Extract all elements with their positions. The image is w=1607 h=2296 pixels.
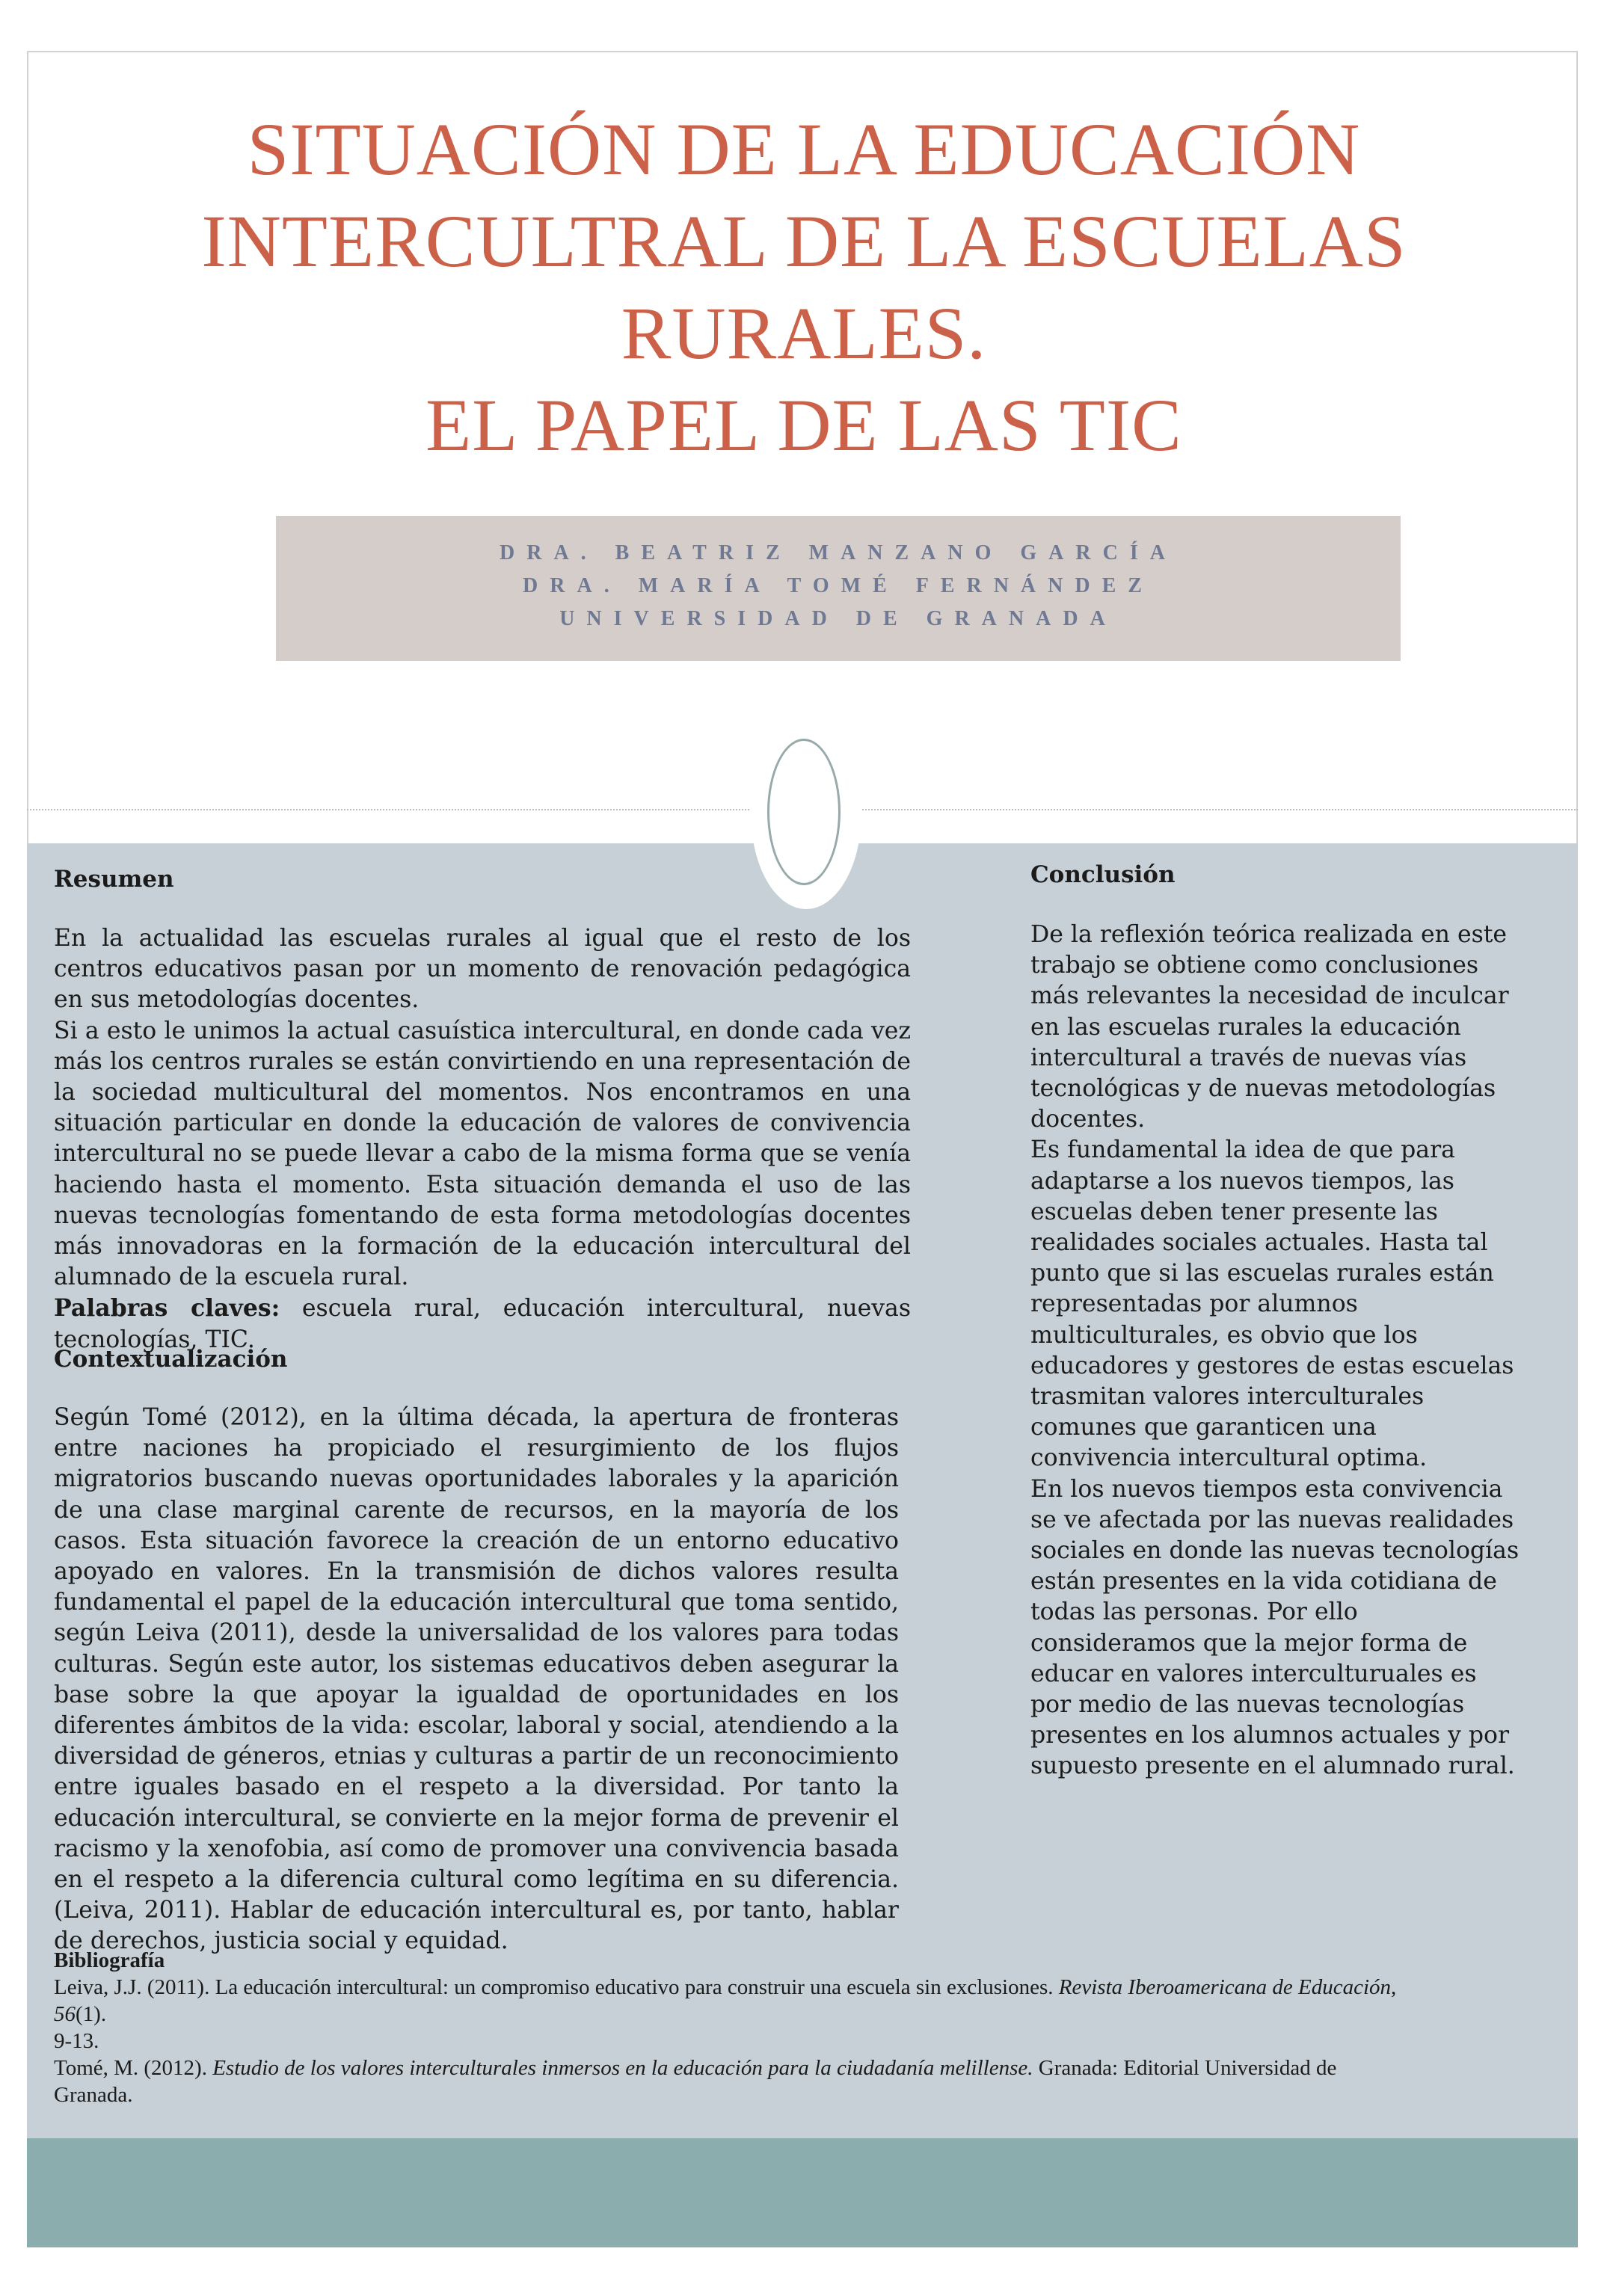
reference-publisher: Granada: Editorial Universidad de Granada. [54, 2056, 1337, 2107]
reference-author: Tomé, M. (2012). [54, 2056, 213, 2080]
authors-box [276, 516, 1401, 661]
title-line: RURALES. [621, 292, 987, 375]
resumen-body [54, 923, 911, 1355]
bibliografia-section [54, 1947, 1415, 2108]
reference-leiva [54, 1974, 1415, 2028]
reference-title: Estudio de los valores interculturales inmersos en la educación para la ciudadanía melillense. [212, 2056, 1033, 2080]
conclusion-heading: Conclusión [1030, 861, 1176, 888]
author-line: DRA. BEATRIZ MANZANO GARCÍA [500, 541, 1177, 564]
poster-title [45, 103, 1563, 471]
title-line: SITUACIÓN DE LA EDUCACIÓN [247, 108, 1361, 191]
footer-band [27, 2138, 1578, 2247]
divider-right [842, 809, 1578, 810]
contextualizacion-paragraph: Según Tomé (2012), en la última década, la apertura de fronteras entre naciones ha propiciado el resurgimiento de los flujos migratorios buscando nuevas oportunidades laborales y la aparición de una clase marginal carente de recursos, en la mayoría de los casos. Esta situación favorece la creación de un entorno educativo apoyado en valores. En la transmisión de dichos valores resulta fundamental el papel de la educación intercultural que toma sentido, según Leiva (2011), desde la universalidad de los valores para todas culturas. Según este autor, los sistemas educativos deben asegurar la base sobre la que apoyar la igualdad de oportunidades en los diferentes ámbitos de la vida: escolar, laboral y social, atendiendo a la diversidad de géneros, etnias y culturas a partir de un reconocimiento entre iguales basado en el respeto a la diversidad. Por tanto la educación intercultural, se convierte en la mejor forma de prevenir el racismo y la xenofobia, así como de promover una convivencia basada en el respeto a la diferencia cultural como legítima en su diferencia. (Leiva, 2011). Hablar de educación intercultural es, por tanto, hablar de derechos, justicia social y equidad. [54, 1404, 899, 1955]
keywords-text: escuela rural, educación intercultural, nuevas tecnologías, TIC. [54, 1295, 912, 1353]
reference-text: Leiva, J.J. (2011). La educación intercultural: un compromiso educativo para construir una escuela sin exclusiones. [54, 1975, 1059, 1999]
reference-journal: Revista Iberoamericana de Educación [1058, 1975, 1392, 1999]
contextualizacion-body [54, 1403, 899, 1957]
conclusion-paragraph: En los nuevos tiempos esta convivencia se ve afectada por las nuevas realidades sociales en donde las nuevas tecnologías están presentes en la vida cotidiana de todas las personas. Por ello consideramos que la mejor forma de educar en valores interculturuales es por medio de las nuevas tecnologías presentes en los alumnos actuales y por supuesto presente en el alumnado rural. [1030, 1475, 1520, 1780]
bibliografia-heading: Bibliografía [54, 1948, 165, 1972]
resumen-paragraph: Si a esto le unimos la actual casuística intercultural, en donde cada vez más los centros rurales se están convirtiendo en una representación de la sociedad multicultural del momentos. Nos encontramos en una situación particular en donde la educación de valores de convivencia intercultural no se puede llevar a cabo de la misma forma que se venía haciendo hasta el momento. Esta situación demanda el uso de las nuevas tecnologías fomentando de esta forma metodologías docentes más innovadoras en la formación de la educación intercultural del alumnado de la escuela rural. [54, 1017, 911, 1291]
reference-pages: 9-13. [54, 2029, 99, 2053]
reference-volume: 56 [54, 2002, 76, 2026]
divider-left [27, 809, 767, 810]
contextualizacion-heading: Contextualización [54, 1346, 288, 1373]
title-line: INTERCULTRAL DE LA ESCUELAS [201, 200, 1407, 283]
resumen-heading: Resumen [54, 866, 174, 893]
reference-issue: (1). [76, 2002, 107, 2026]
decorative-oval [767, 739, 841, 885]
reference-tome [54, 2055, 1415, 2108]
conclusion-paragraph: Es fundamental la idea de que para adaptarse a los nuevos tiempos, las escuelas deben tener presente las realidades sociales actuales. Hasta tal punto que si las escuelas rurales están representadas por alumnos multiculturales, es obvio que los educadores y gestores de estas escuelas trasmitan valores interculturales comunes que garanticen una convivencia intercultural optima. [1030, 1136, 1514, 1472]
title-line: EL PAPEL DE LAS TIC [425, 384, 1182, 467]
keywords-label: Palabras claves: [54, 1294, 280, 1323]
reference-sep: , [1391, 1975, 1397, 1999]
author-line: DRA. MARÍA TOMÉ FERNÁNDEZ [523, 574, 1154, 597]
conclusion-body [1030, 920, 1524, 1782]
conclusion-paragraph: De la reflexión teórica realizada en este trabajo se obtiene como conclusiones más relevantes la necesidad de inculcar en las escuelas rurales la educación intercultural a través de nuevas vías tecnológicas y de nuevas metodologías docentes. [1030, 921, 1509, 1133]
resumen-paragraph: En la actualidad las escuelas rurales al igual que el resto de los centros educativos pasan por un momento de renovación pedagógica en sus metodologías docentes. [54, 925, 911, 1014]
affiliation-line: UNIVERSIDAD DE GRANADA [559, 607, 1117, 630]
